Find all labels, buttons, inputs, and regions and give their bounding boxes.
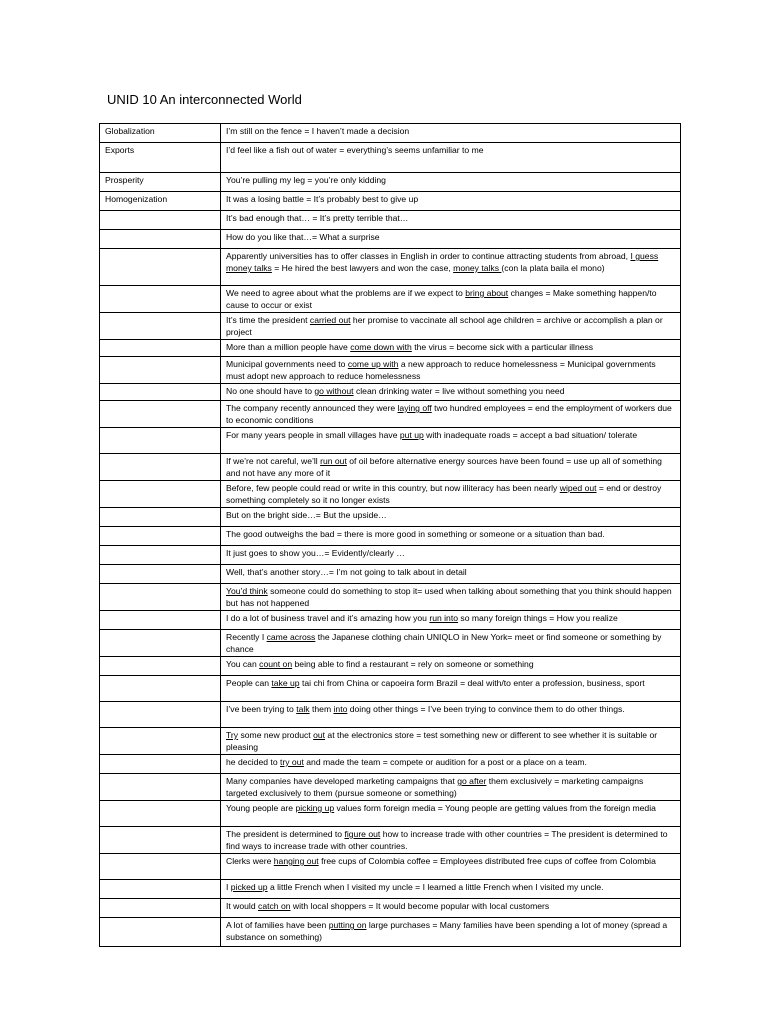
underlined-phrase: came across xyxy=(266,632,316,642)
definition-text: But on the bright side…= But the upside… xyxy=(226,510,387,520)
definition-text: doing other things = I’ve been trying to convince them to do other things. xyxy=(347,704,625,714)
term-cell xyxy=(100,774,221,801)
definition-text: large purchases = Many families have been spending a lot of money (spread a substance on something) xyxy=(226,920,668,942)
underlined-phrase: come down with xyxy=(350,342,412,352)
definition-text: People can xyxy=(226,678,272,688)
definition-text: The company recently announced they were xyxy=(226,403,398,413)
definition-cell xyxy=(221,676,681,702)
underlined-phrase: money talks xyxy=(453,263,502,273)
term-cell xyxy=(100,854,221,880)
table-row xyxy=(100,611,681,630)
term-cell: Prosperity xyxy=(100,173,221,192)
term-cell xyxy=(100,657,221,676)
definition-text: I’d feel like a fish out of water = everything’s seems unfamiliar to me xyxy=(226,145,484,155)
definition-text: of oil before alternative energy sources have been found = use up all of something and not have any more of it xyxy=(226,456,662,478)
definition-cell xyxy=(221,728,681,755)
underlined-phrase: hanging out xyxy=(273,856,319,866)
definition-cell xyxy=(221,630,681,657)
definition-text: a new approach to reduce homelessness = Municipal governments must adopt new approach to reduce homelessness xyxy=(226,359,656,381)
term-cell xyxy=(100,755,221,774)
table-row xyxy=(100,854,681,880)
definition-text: = He hired the best lawyers and won the case, xyxy=(271,263,454,273)
underlined-phrase: run into xyxy=(429,613,459,623)
definition-text: Young people are xyxy=(226,803,296,813)
term-cell xyxy=(100,801,221,827)
definition-text: Many companies have developed marketing campaigns that xyxy=(226,776,458,786)
underlined-phrase: I guess money talks xyxy=(226,251,659,273)
definition-cell xyxy=(221,854,681,880)
table-row xyxy=(100,357,681,384)
term-cell xyxy=(100,611,221,630)
definition-cell xyxy=(221,827,681,854)
term-cell: Exports xyxy=(100,143,221,173)
definition-text: values form foreign media = Young people are getting values from the foreign media xyxy=(334,803,656,813)
definition-text: Before, few people could read or write in this country, but now illiteracy has been nearly xyxy=(226,483,560,493)
term-cell xyxy=(100,899,221,918)
definition-text: You’re pulling my leg = you’re only kidding xyxy=(226,175,386,185)
term-cell xyxy=(100,481,221,508)
definition-text: It was a losing battle = It’s probably best to give up xyxy=(226,194,419,204)
definition-cell xyxy=(221,401,681,428)
definition-cell xyxy=(221,357,681,384)
underlined-phrase: You’d think xyxy=(226,586,268,596)
definition-cell xyxy=(221,286,681,313)
table-row xyxy=(100,249,681,286)
definition-text: = end or destroy something completely so it no longer exists xyxy=(226,483,662,505)
definition-cell xyxy=(221,249,681,286)
underlined-phrase: bring about xyxy=(465,288,509,298)
underlined-phrase: try out xyxy=(280,757,304,767)
definition-text: some new product xyxy=(238,730,314,740)
definition-text: Apparently universities has to offer classes in English in order to continue attracting students from abroad, xyxy=(226,251,631,261)
definition-cell xyxy=(221,880,681,899)
definition-text: More than a million people have xyxy=(226,342,351,352)
table-row xyxy=(100,702,681,728)
definition-text: How do you like that…= What a surprise xyxy=(226,232,380,242)
definition-text: her promise to vaccinate all school age children = archive or accomplish a plan or project xyxy=(226,315,663,337)
definition-text: You can xyxy=(226,659,260,669)
definition-text: the virus = become sick with a particular illness xyxy=(411,342,594,352)
definition-text: It would xyxy=(226,901,259,911)
term-cell xyxy=(100,584,221,611)
definition-cell xyxy=(221,755,681,774)
underlined-phrase: into xyxy=(333,704,348,714)
underlined-phrase: talk xyxy=(296,704,310,714)
definition-cell xyxy=(221,918,681,947)
definition-cell xyxy=(221,173,681,192)
definition-cell xyxy=(221,565,681,584)
definition-text: Clerks were xyxy=(226,856,274,866)
definition-cell xyxy=(221,702,681,728)
definition-text: I do a lot of business travel and it’s amazing how you xyxy=(226,613,430,623)
definition-text: A lot of families have been xyxy=(226,920,329,930)
table-row xyxy=(100,508,681,527)
definition-text: Recently I xyxy=(226,632,267,642)
term-cell xyxy=(100,827,221,854)
definition-text: Well, that’s another story…= I’m not going to talk about in detail xyxy=(226,567,467,577)
definition-cell xyxy=(221,774,681,801)
definition-cell xyxy=(221,657,681,676)
term-cell xyxy=(100,384,221,401)
definition-cell xyxy=(221,124,681,143)
definition-cell xyxy=(221,527,681,546)
underlined-phrase: go after xyxy=(457,776,487,786)
term-cell xyxy=(100,546,221,565)
table-row xyxy=(100,565,681,584)
term-cell xyxy=(100,880,221,899)
term-cell xyxy=(100,211,221,230)
underlined-phrase: put up xyxy=(399,430,424,440)
definition-text: changes = Make something happen/to cause to occur or exist xyxy=(226,288,657,310)
definition-text: It’s time the president xyxy=(226,315,310,325)
table-row xyxy=(100,230,681,249)
definition-text: It’s bad enough that… = It’s pretty terrible that… xyxy=(226,213,409,223)
table-row xyxy=(100,899,681,918)
definition-cell xyxy=(221,313,681,340)
definition-text: I’m still on the fence = I haven’t made a decision xyxy=(226,126,410,136)
table-row xyxy=(100,527,681,546)
underlined-phrase: come up with xyxy=(347,359,399,369)
definition-text: someone could do something to stop it= used when talking about something that you think should happen but has not happened xyxy=(226,586,672,608)
definition-text: clean drinking water = live without something you need xyxy=(353,386,565,396)
table-row xyxy=(100,340,681,357)
definition-text: If we’re not careful, we’ll xyxy=(226,456,321,466)
term-cell xyxy=(100,630,221,657)
definition-cell xyxy=(221,192,681,211)
underlined-phrase: figure out xyxy=(344,829,381,839)
term-cell xyxy=(100,357,221,384)
vocabulary-table xyxy=(99,123,681,947)
table-row xyxy=(100,286,681,313)
term-cell xyxy=(100,454,221,481)
underlined-phrase: catch on xyxy=(258,901,291,911)
table-row xyxy=(100,827,681,854)
underlined-phrase: Try xyxy=(226,730,239,740)
definition-text: being able to find a restaurant = rely on someone or something xyxy=(292,659,534,669)
definition-text: Municipal governments need to xyxy=(226,359,348,369)
underlined-phrase: carried out xyxy=(309,315,351,325)
table-row xyxy=(100,774,681,801)
table-row xyxy=(100,584,681,611)
definition-text: The president is determined to xyxy=(226,829,345,839)
definition-cell xyxy=(221,584,681,611)
definition-text: It just goes to show you…= Evidently/clearly … xyxy=(226,548,405,558)
definition-text: he decided to xyxy=(226,757,280,767)
underlined-phrase: picking up xyxy=(295,803,335,813)
definition-text: at the electronics store = test something new or different to see whether it is suitable or pleasing xyxy=(226,730,658,752)
table-row xyxy=(100,880,681,899)
table-row xyxy=(100,918,681,947)
definition-cell xyxy=(221,481,681,508)
definition-cell xyxy=(221,143,681,173)
term-cell xyxy=(100,428,221,454)
term-cell xyxy=(100,565,221,584)
definition-text: them exclusively = marketing campaigns targeted exclusively to them (pursue someone or something) xyxy=(226,776,644,798)
definition-cell xyxy=(221,508,681,527)
vocabulary-table-body xyxy=(100,124,681,947)
definition-text: two hundred employees = end the employment of workers due to economic conditions xyxy=(226,403,672,425)
definition-cell xyxy=(221,899,681,918)
definition-text: tai chi from China or capoeira form Brazil = deal with/to enter a profession, business, sport xyxy=(299,678,645,688)
term-cell xyxy=(100,728,221,755)
term-cell xyxy=(100,702,221,728)
term-cell xyxy=(100,230,221,249)
table-row xyxy=(100,657,681,676)
table-row xyxy=(100,384,681,401)
definition-text: them xyxy=(309,704,334,714)
underlined-phrase: count on xyxy=(259,659,293,669)
definition-cell xyxy=(221,230,681,249)
definition-cell xyxy=(221,801,681,827)
definition-text: and made the team = compete or audition for a post or a place on a team. xyxy=(303,757,587,767)
table-row xyxy=(100,755,681,774)
table-row xyxy=(100,143,681,173)
definition-text: a little French when I visited my uncle = I learned a little French when I visited my uncle. xyxy=(267,882,604,892)
definition-text: so many foreign things = How you realize xyxy=(458,613,618,623)
definition-cell xyxy=(221,211,681,230)
table-row xyxy=(100,173,681,192)
definition-text: No one should have to xyxy=(226,386,315,396)
underlined-phrase: putting on xyxy=(328,920,367,930)
table-row xyxy=(100,801,681,827)
term-cell xyxy=(100,527,221,546)
definition-cell xyxy=(221,384,681,401)
term-cell xyxy=(100,508,221,527)
table-row xyxy=(100,454,681,481)
definition-text: with inadequate roads = accept a bad situation/ tolerate xyxy=(423,430,638,440)
definition-text: how to increase trade with other countries = The president is determined to find ways to increase trade with other countries. xyxy=(226,829,668,851)
definition-cell xyxy=(221,611,681,630)
definition-cell xyxy=(221,428,681,454)
underlined-phrase: go without xyxy=(314,386,354,396)
underlined-phrase: take up xyxy=(271,678,300,688)
term-cell xyxy=(100,286,221,313)
definition-cell xyxy=(221,340,681,357)
term-cell xyxy=(100,676,221,702)
underlined-phrase: wiped out xyxy=(559,483,597,493)
table-row xyxy=(100,428,681,454)
definition-text: The good outweighs the bad = there is more good in something or someone or a situation than bad. xyxy=(226,529,605,539)
definition-text: For many years people in small villages have xyxy=(226,430,400,440)
term-cell xyxy=(100,340,221,357)
document-title: UNID 10 An interconnected World xyxy=(107,92,302,107)
term-cell xyxy=(100,313,221,340)
definition-cell xyxy=(221,454,681,481)
table-row xyxy=(100,124,681,143)
table-row xyxy=(100,676,681,702)
table-row xyxy=(100,546,681,565)
definition-text: I’ve been trying to xyxy=(226,704,297,714)
definition-text: free cups of Colombia coffee = Employees distributed free cups of coffee from Colombia xyxy=(318,856,656,866)
definition-text: (con la plata baila el mono) xyxy=(501,263,605,273)
term-cell xyxy=(100,249,221,286)
underlined-phrase: out xyxy=(313,730,326,740)
underlined-phrase: run out xyxy=(320,456,347,466)
definition-text: We need to agree about what the problems are if we expect to xyxy=(226,288,466,298)
term-cell: Homogenization xyxy=(100,192,221,211)
definition-text: with local shoppers = It would become popular with local customers xyxy=(290,901,550,911)
definition-text: the Japanese clothing chain UNIQLO in New York= meet or find someone or something by chance xyxy=(226,632,662,654)
table-row xyxy=(100,401,681,428)
definition-text: I xyxy=(226,882,231,892)
term-cell xyxy=(100,918,221,947)
table-row xyxy=(100,481,681,508)
table-row xyxy=(100,630,681,657)
term-cell: Globalization xyxy=(100,124,221,143)
table-row xyxy=(100,728,681,755)
definition-cell xyxy=(221,546,681,565)
table-row xyxy=(100,192,681,211)
underlined-phrase: picked up xyxy=(230,882,268,892)
table-row xyxy=(100,211,681,230)
table-row xyxy=(100,313,681,340)
term-cell xyxy=(100,401,221,428)
underlined-phrase: laying off xyxy=(397,403,432,413)
